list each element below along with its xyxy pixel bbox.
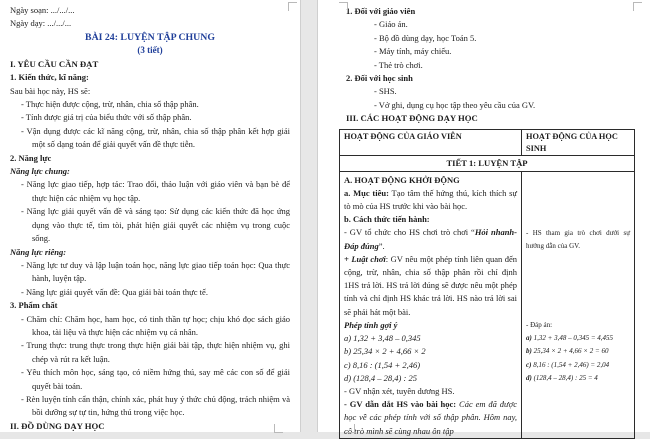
student-aid-bullet: - Vở ghi, dụng cụ học tập theo yêu cầu của GV. — [374, 99, 536, 110]
quality-bullet: - Yêu thích môn học, sáng tạo, có niềm hứng thú, say mê các con số để giải quyết bài toán. — [21, 367, 290, 391]
teacher-aids-heading: 1. Đối với giáo viên — [346, 6, 416, 16]
specific-competency-bullet: - Năng lực tư duy và lập luận toán học, năng lực giao tiếp toán học: Qua thực hành, luyện tập. — [21, 259, 290, 284]
answer-line — [526, 359, 630, 372]
lead-in-label: - GV dẫn dắt HS vào bài học: — [344, 399, 457, 410]
exercise-line: b) 25,34 × 2 + 4,66 × 2 — [344, 346, 426, 357]
lead-in-text: Các em đã được học về các phép tính với số thập phân. Hôm nay, cô trò mình sẽ cùng nhau ôn tập — [344, 399, 517, 436]
answers-label: - Đáp án: — [526, 321, 553, 330]
game-intro-paragraph — [344, 226, 517, 252]
general-competency-bullet: - Năng lực giải quyết vấn đề và sáng tạo: Sử dụng các kiến thức đã học ứng dụng vào thực tế, tìm tòi, phát hiện giải quyết các nhiệm vụ trong cuộc sống. — [21, 206, 290, 244]
student-activity-cell — [522, 171, 635, 438]
exercise-line: a) 1,32 + 3,48 – 0,345 — [344, 333, 421, 344]
lesson-period-row — [340, 155, 635, 171]
teacher-aid-bullet: - Bộ đồ dùng dạy, học Toán 5. — [374, 32, 477, 43]
quality-bullet: - Rèn luyện tính cẩn thận, chính xác, phát huy ý thức chủ động, trách nhiệm và bồi dưỡng sự tự tin, hứng thú trong việc học. — [21, 393, 290, 418]
answer-letter: a) — [526, 334, 532, 343]
section-heading-requirements: I. YÊU CẦU CẦN ĐẠT — [10, 58, 99, 69]
quality-bullet: - Trung thực: trung thực trong thực hiện giải bài tập, thực hiện nhiệm vụ, ghi chép và rút ra kết luận. — [21, 340, 290, 364]
answer-line — [526, 345, 630, 358]
student-aid-bullet: - SHS. — [374, 86, 397, 97]
answer-line — [526, 372, 630, 385]
objective-text: Tạo tâm thế hứng thú, kích thích sự tò mò của HS trước khi vào bài học. — [344, 187, 517, 212]
lesson-title: BÀI 24: LUYỆN TẬP CHUNG — [85, 31, 215, 43]
knowledge-intro: Sau bài học này, HS sẽ: — [10, 85, 91, 96]
warmup-activity-heading: A. HOẠT ĐỘNG KHỞI ĐỘNG — [344, 174, 460, 185]
teacher-feedback-line: - GV nhận xét, tuyên dương HS. — [344, 385, 455, 396]
answer-text: 8,16 : (1,54 + 2,46) = 2,04 — [531, 360, 610, 369]
answer-text: 1,32 + 3,48 – 0,345 = 4,455 — [531, 334, 614, 343]
answer-line — [526, 332, 630, 345]
game-rule-paragraph — [344, 253, 517, 319]
knowledge-bullet: - Vận dụng được các kĩ năng cộng, trừ, nhân, chia số thập phân kết hợp giải một số dạng toán để giải quyết vấn đề thực tiễn. — [21, 125, 290, 150]
activity-content-row — [340, 171, 635, 438]
student-participation-line: - HS tham gia trò chơi dưới sự hướng dẫn của GV. — [526, 228, 630, 250]
exercise-line: c) 8,16 : (1,54 + 2,46) — [344, 359, 421, 370]
answer-letter: d) — [526, 373, 532, 382]
method-label: b. Cách thức tiến hành: — [344, 214, 430, 225]
teacher-aid-bullet: - Máy tính, máy chiếu. — [374, 46, 452, 57]
exercises-label: Phép tính gợi ý — [344, 319, 398, 330]
knowledge-bullet: - Thực hiện được cộng, trừ, nhân, chia số thập phân. — [21, 99, 199, 110]
section-heading-teaching-aids: II. ĐỒ DÙNG DẠY HỌC — [10, 420, 105, 431]
answer-text: 25,34 × 2 + 4,66 × 2 = 60 — [531, 347, 609, 356]
date-taught-line: Ngày dạy: .../.../... — [10, 18, 72, 29]
rule-label: + Luật chơi — [344, 253, 386, 264]
teacher-column-header: HOẠT ĐỘNG CỦA GIÁO VIÊN — [340, 129, 522, 155]
date-prepared-line: Ngày soạn: .../.../... — [10, 5, 75, 15]
margin-crop-mark — [339, 2, 348, 11]
page-2 — [317, 0, 650, 436]
general-competency-heading: Năng lực chung: — [10, 166, 70, 177]
answer-letter: b) — [526, 347, 532, 356]
objective-label: a. Mục tiêu: — [344, 187, 389, 198]
answer-letter: c) — [526, 360, 532, 369]
lesson-period-label: TIẾT 1: LUYỆN TẬP — [340, 155, 635, 171]
objective-paragraph — [344, 187, 517, 213]
game-name: Hỏi nhanh- Đáp đúng — [344, 227, 517, 251]
game-intro-pre: - GV tổ chức cho HS chơi trò chơi “ — [344, 227, 475, 238]
rule-text: : GV nêu một phép tính liên quan đến cộng, trừ, nhân, chia số thập phân rồi chỉ định 1HS trả lời. HS trả lời đúng sẽ được nêu một phép tính và chỉ định HS khác trả lời. HS nào trả lời sai sẽ phải hát một bài. — [344, 253, 517, 317]
general-competency-bullet: - Năng lực giao tiếp, hợp tác: Trao đổi, thảo luận với giáo viên và bạn bè để thực hiện các nhiệm vụ học tập. — [21, 179, 290, 203]
student-column-header: HOẠT ĐỘNG CỦA HỌC SINH — [522, 129, 635, 155]
knowledge-bullet: - Tính được giá trị của biểu thức với số thập phân. — [21, 112, 192, 123]
margin-crop-mark — [633, 2, 642, 11]
specific-competency-heading: Năng lực riêng: — [10, 246, 67, 257]
teacher-aid-bullet: - Thẻ trò chơi. — [374, 59, 423, 70]
page-1 — [0, 0, 301, 432]
specific-competency-bullet: - Năng lực giải quyết vấn đề: Qua giải bài toán thực tế. — [21, 286, 208, 297]
teacher-activity-cell — [340, 171, 522, 438]
subsection-competencies: 2. Năng lực — [10, 152, 52, 163]
activities-table-header-row — [340, 129, 635, 155]
student-aids-heading: 2. Đối với học sinh — [346, 73, 413, 84]
quality-bullet: - Chăm chỉ: Chăm học, ham học, có tinh thần tự học; chịu khó đọc sách giáo khoa, tài liệu và thực hiện các nhiệm vụ cá nhân. — [21, 313, 290, 337]
section-heading-activities: III. CÁC HOẠT ĐỘNG DẠY HỌC — [346, 113, 478, 124]
answer-text: (128,4 – 28,4) : 25 = 4 — [531, 373, 598, 382]
margin-crop-mark — [288, 2, 297, 11]
subsection-qualities: 3. Phẩm chất — [10, 300, 58, 311]
lesson-duration: (3 tiết) — [137, 45, 163, 56]
teacher-aid-bullet: - Giáo án. — [374, 19, 408, 30]
game-intro-post: ”. — [378, 240, 385, 251]
subsection-knowledge-skills: 1. Kiến thức, kĩ năng: — [10, 72, 89, 83]
activities-table — [339, 129, 635, 439]
exercise-line: d) (128,4 – 28,4) : 25 — [344, 372, 417, 383]
